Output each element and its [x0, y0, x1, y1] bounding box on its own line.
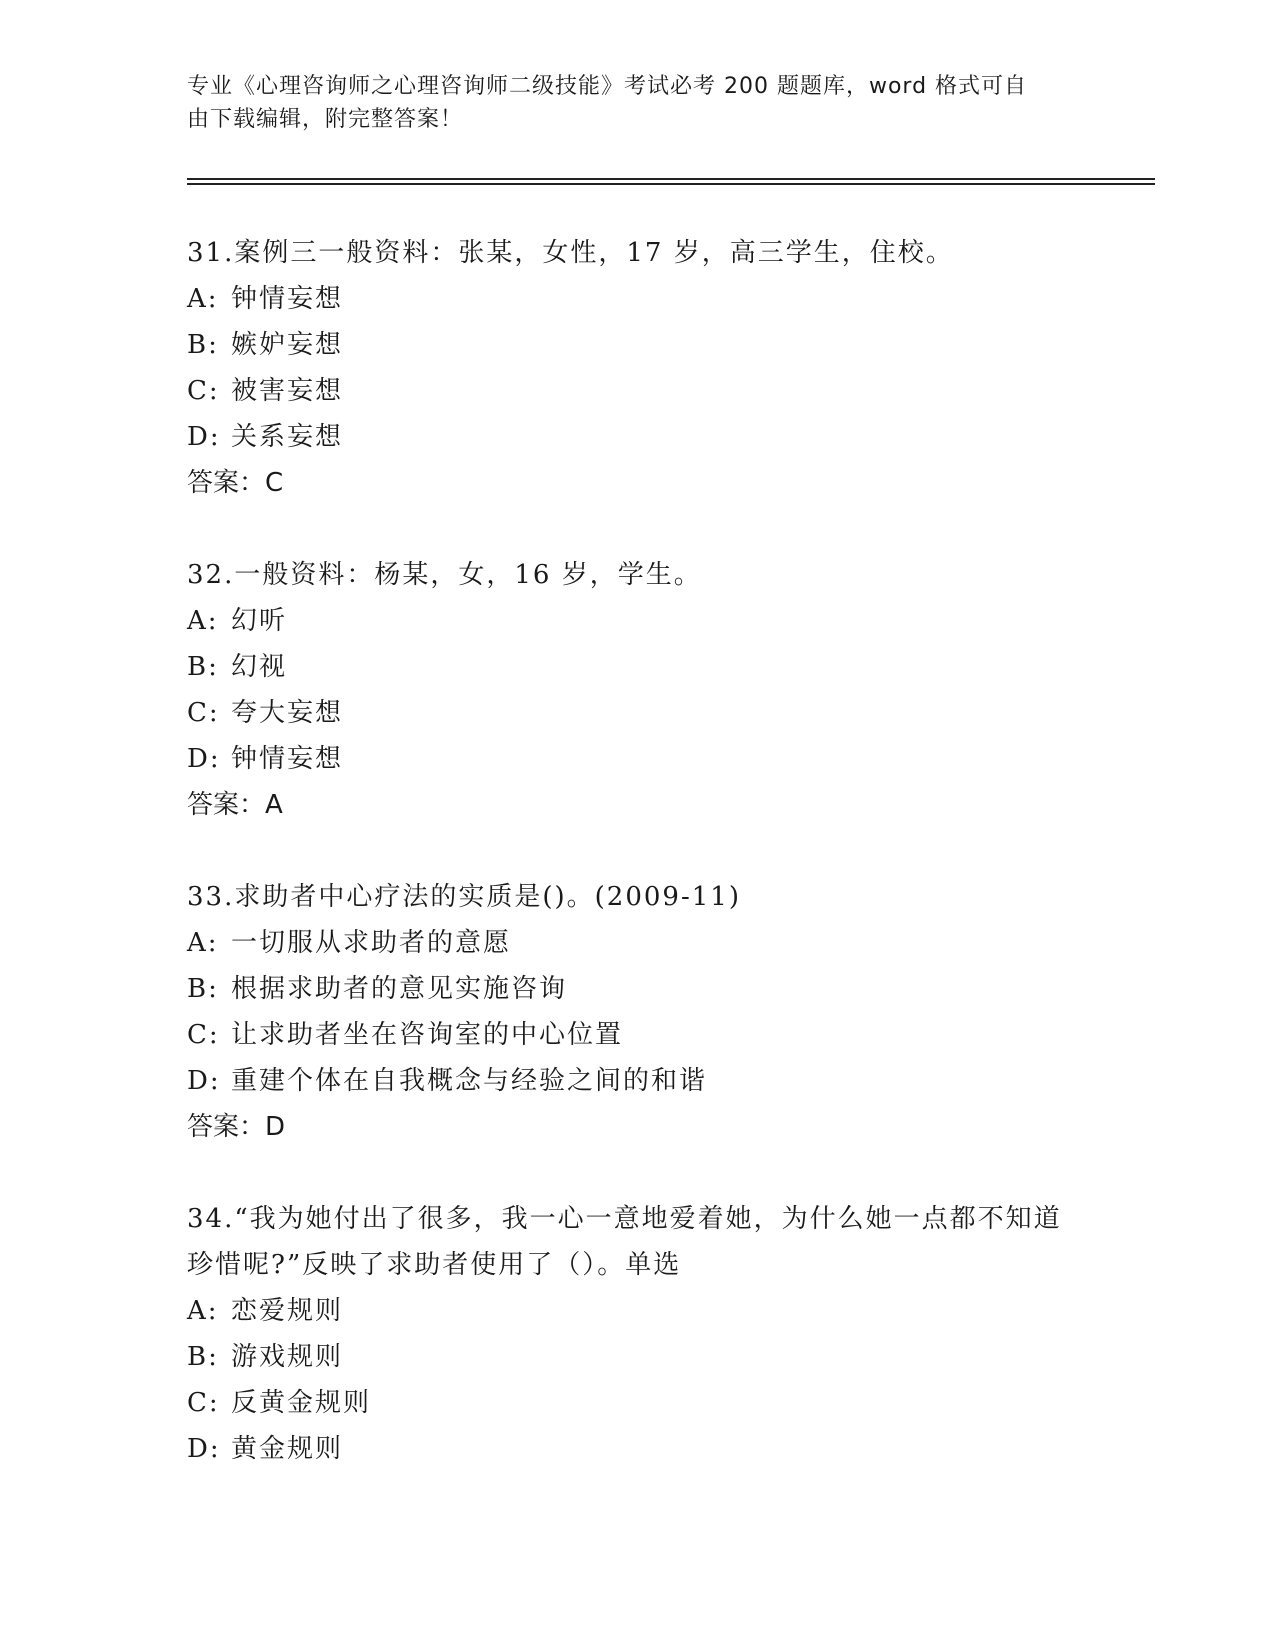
- option-c: [187, 1380, 1087, 1426]
- option-b: [187, 966, 1087, 1012]
- answer-line: 答案：C: [187, 468, 284, 498]
- header-line-2: 由下载编辑，附完整答案！: [187, 107, 464, 132]
- option-text: 被害妄想: [231, 376, 344, 406]
- option-text: 夸大妄想: [231, 698, 344, 728]
- option-letter: C:: [187, 698, 220, 728]
- option-letter: C:: [187, 1020, 220, 1050]
- header-divider-top: [187, 178, 1155, 180]
- option-d: [187, 1058, 1087, 1104]
- option-letter: B:: [187, 974, 219, 1004]
- option-text: 幻听: [231, 606, 288, 636]
- option-letter: B:: [187, 652, 219, 682]
- question-text: 33.求助者中心疗法的实质是()。(2009-11): [187, 882, 741, 912]
- question-34: [187, 1196, 1087, 1472]
- option-text: 黄金规则: [231, 1434, 344, 1464]
- question-text: 31.案例三一般资料：张某，女性，17 岁，高三学生，住校。: [187, 238, 954, 268]
- option-c: [187, 690, 1087, 736]
- question-text: 34.“我为她付出了很多，我一心一意地爱着她，为什么她一点都不知道珍惜呢?”反映了求助者使用了（）。单选: [187, 1204, 1062, 1280]
- option-text: 嫉妒妄想: [231, 330, 344, 360]
- option-a: [187, 1288, 1087, 1334]
- option-letter: B:: [187, 1342, 219, 1372]
- option-a: [187, 276, 1087, 322]
- option-letter: C:: [187, 1388, 220, 1418]
- option-text: 一切服从求助者的意愿: [231, 928, 512, 958]
- option-letter: D:: [187, 1066, 221, 1096]
- option-a: [187, 598, 1087, 644]
- option-d: [187, 736, 1087, 782]
- option-text: 让求助者坐在咨询室的中心位置: [231, 1020, 624, 1050]
- option-text: 反黄金规则: [231, 1388, 372, 1418]
- option-d: [187, 1426, 1087, 1472]
- option-text: 关系妄想: [231, 422, 344, 452]
- option-letter: A:: [187, 606, 219, 636]
- option-b: [187, 1334, 1087, 1380]
- option-letter: A:: [187, 928, 219, 958]
- document-header: [187, 70, 1077, 136]
- question-31: [187, 230, 1087, 506]
- header-line-1: 专业《心理咨询师之心理咨询师二级技能》考试必考 200 题题库，word 格式可自: [187, 74, 1028, 99]
- option-text: 根据求助者的意见实施咨询: [231, 974, 568, 1004]
- option-letter: C:: [187, 376, 220, 406]
- option-a: [187, 920, 1087, 966]
- option-letter: D:: [187, 422, 221, 452]
- option-text: 钟情妄想: [231, 744, 344, 774]
- option-d: [187, 414, 1087, 460]
- option-letter: D:: [187, 1434, 221, 1464]
- option-text: 钟情妄想: [231, 284, 344, 314]
- question-33: [187, 874, 1087, 1150]
- question-32: [187, 552, 1087, 828]
- option-text: 恋爱规则: [231, 1296, 344, 1326]
- option-c: [187, 368, 1087, 414]
- question-text: 32.一般资料：杨某，女，16 岁，学生。: [187, 560, 702, 590]
- option-text: 游戏规则: [231, 1342, 344, 1372]
- header-divider-bottom: [187, 183, 1155, 185]
- option-c: [187, 1012, 1087, 1058]
- answer-line: 答案：A: [187, 790, 283, 820]
- question-list: [187, 230, 1087, 1518]
- option-letter: D:: [187, 744, 221, 774]
- option-text: 幻视: [231, 652, 288, 682]
- answer-line: 答案：D: [187, 1112, 286, 1142]
- option-letter: A:: [187, 284, 219, 314]
- option-text: 重建个体在自我概念与经验之间的和谐: [231, 1066, 708, 1096]
- option-b: [187, 322, 1087, 368]
- option-letter: A:: [187, 1296, 219, 1326]
- option-b: [187, 644, 1087, 690]
- option-letter: B:: [187, 330, 219, 360]
